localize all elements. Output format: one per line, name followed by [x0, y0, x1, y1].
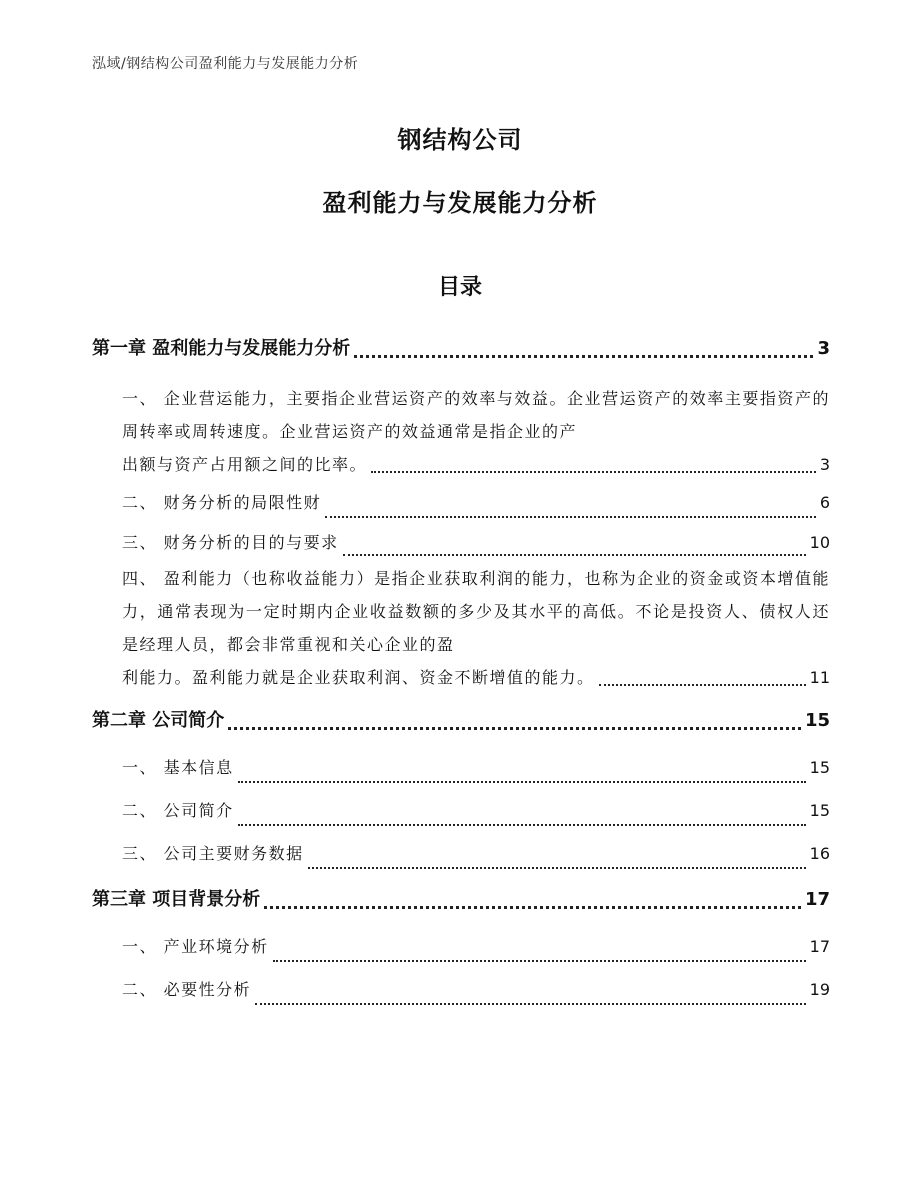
toc-chapter-1[interactable]	[92, 330, 830, 368]
toc-heading: 目录	[437, 275, 482, 300]
toc-page-number: 3	[819, 455, 830, 474]
toc-entry-label: 二、 财务分析的局限性财	[122, 493, 322, 512]
toc-page-number: 10	[809, 533, 830, 552]
toc-page-number: 6	[819, 493, 830, 512]
toc-page-number: 17	[804, 889, 830, 910]
toc-chapter-2[interactable]	[92, 702, 830, 740]
dot-leader	[255, 1003, 806, 1005]
dot-leader	[599, 684, 806, 686]
toc-page-number: 17	[809, 937, 830, 956]
document-title: 钢结构公司	[397, 126, 523, 154]
dot-leader	[354, 355, 813, 358]
toc-entry-label: 第二章 公司简介	[92, 710, 225, 731]
dot-leader	[371, 471, 816, 473]
toc-page-number: 15	[809, 758, 830, 777]
toc-entry-label-last: 出额与资产占用额之间的比率。	[122, 455, 368, 474]
toc-entry-label: 第一章 盈利能力与发展能力分析	[92, 338, 351, 359]
toc-entry-label: 四、 盈利能力（也称收益能力）是指企业获取利润的能力，也称为企业的资金或资本增值能力，通常表现为一定时期内企业收益数额的多少及其水平的高低。不论是投资人、债权人还是经理人员，都会非常重视和关心企业的盈	[122, 569, 830, 654]
toc-entry-label-last: 利能力。盈利能力就是企业获取利润、资金不断增值的能力。	[122, 668, 595, 687]
toc-page-number: 19	[809, 980, 830, 999]
toc-entry-label: 一、 基本信息	[122, 758, 234, 777]
toc-entry-label: 一、 产业环境分析	[122, 937, 269, 956]
dot-leader	[238, 781, 806, 783]
page-header: 泓域/钢结构公司盈利能力与发展能力分析	[92, 56, 359, 72]
toc-chapter-3[interactable]	[92, 881, 830, 919]
toc-section-3-2[interactable]	[92, 968, 830, 1011]
toc-section-2-3[interactable]	[92, 832, 830, 875]
toc-entry-label: 第三章 项目背景分析	[92, 889, 261, 910]
toc-section-1-2[interactable]	[92, 481, 830, 524]
table-of-contents	[92, 330, 830, 1011]
toc-page-number: 16	[809, 844, 830, 863]
toc-page-number: 3	[817, 338, 830, 359]
dot-leader	[343, 554, 806, 556]
toc-section-1-4[interactable]	[92, 562, 830, 694]
dot-leader	[308, 867, 806, 869]
toc-section-2-2[interactable]	[92, 789, 830, 832]
toc-entry-label: 二、 公司简介	[122, 801, 234, 820]
toc-page-number: 11	[809, 668, 830, 687]
toc-entry-label: 二、 必要性分析	[122, 980, 252, 999]
toc-page-number: 15	[804, 710, 830, 731]
toc-entry-label: 三、 公司主要财务数据	[122, 844, 304, 863]
toc-section-2-1[interactable]	[92, 746, 830, 789]
dot-leader	[325, 516, 816, 518]
toc-entry-label: 三、 财务分析的目的与要求	[122, 533, 339, 552]
toc-section-1-3[interactable]	[92, 524, 830, 562]
toc-section-1-1[interactable]	[92, 382, 830, 481]
dot-leader	[264, 906, 801, 909]
dot-leader	[228, 727, 801, 730]
dot-leader	[238, 824, 806, 826]
document-subtitle: 盈利能力与发展能力分析	[322, 189, 598, 217]
toc-section-3-1[interactable]	[92, 925, 830, 968]
toc-entry-label: 一、 企业营运能力，主要指企业营运资产的效率与效益。企业营运资产的效率主要指资产的周转率或周转速度。企业营运资产的效益通常是指企业的产	[122, 389, 830, 441]
dot-leader	[273, 960, 806, 962]
toc-page-number: 15	[809, 801, 830, 820]
